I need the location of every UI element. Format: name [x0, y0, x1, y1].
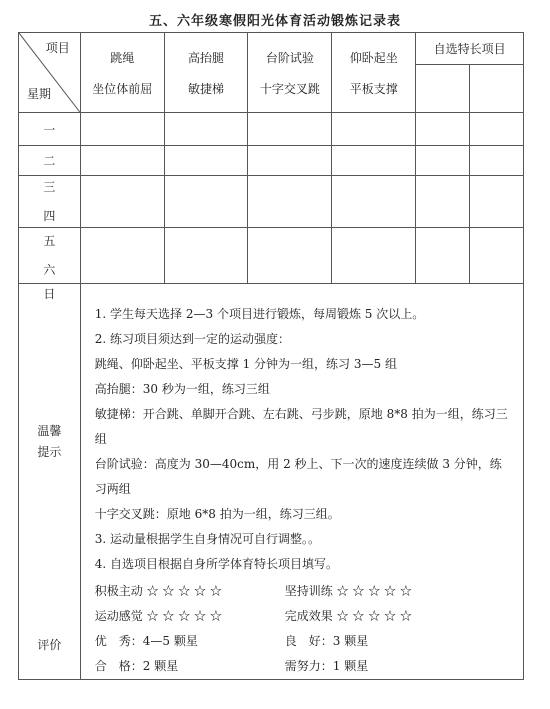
tip-line: 敏捷梯：开合跳、单脚开合跳、左右跳、弓步跳，原地 8*8 拍为一组，练习三组 [94, 407, 508, 446]
legend-needs-effort: 需努力：1 颗星 [284, 659, 369, 673]
record-cell[interactable] [332, 176, 416, 228]
day-row [19, 113, 524, 146]
tip-line: 1. 学生每天选择 2—3 个项目进行锻炼，每周锻炼 5 次以上。 [94, 307, 425, 321]
day-label-7: 日 [43, 287, 56, 301]
corner-project-label: 项目 [45, 41, 70, 55]
record-cell[interactable] [164, 176, 248, 228]
day-label-4: 四 [43, 208, 56, 223]
record-cell[interactable] [416, 228, 470, 284]
eval-result-stars[interactable]: 完成效果 ☆ ☆ ☆ ☆ ☆ [284, 609, 412, 623]
col-header-4: 仰卧起坐 平板支撑 [332, 33, 416, 113]
record-cell[interactable] [416, 176, 470, 228]
tip-line: 十字交叉跳：原地 6*8 拍为一组，练习三组。 [94, 507, 340, 521]
eval-active-stars[interactable]: 积极主动 ☆ ☆ ☆ ☆ ☆ [94, 584, 222, 598]
tip-line: 3. 运动量根据学生自身情况可自行调整。。 [94, 532, 321, 546]
page-title: 五、六年级寒假阳光体育活动锻炼记录表 [148, 14, 401, 29]
record-cell[interactable] [80, 113, 164, 146]
tip-line: 高抬腿：30 秒为一组，练习三组 [94, 382, 270, 396]
eval-row [95, 579, 511, 604]
eval-feeling-stars[interactable]: 运动感觉 ☆ ☆ ☆ ☆ ☆ [94, 609, 222, 623]
col-header-3: 台阶试验 十字交叉跳 [248, 33, 332, 113]
record-cell[interactable] [416, 146, 470, 176]
record-cell[interactable] [164, 146, 248, 176]
notes-label-cell [19, 284, 81, 680]
header-row [19, 33, 524, 65]
record-cell[interactable] [164, 228, 248, 284]
record-cell[interactable] [80, 146, 164, 176]
day-label: 一 [19, 113, 81, 146]
record-cell[interactable] [248, 146, 332, 176]
eval-label: 评价 [37, 638, 62, 652]
corner-weekday-label: 星期 [27, 87, 52, 101]
legend-excellent: 优 秀：4—5 颗星 [94, 634, 198, 648]
day-label [19, 228, 81, 284]
record-cell[interactable] [248, 113, 332, 146]
record-cell[interactable] [332, 113, 416, 146]
day-row [19, 146, 524, 176]
self-select-header: 自选特长项目 [416, 33, 524, 65]
record-cell[interactable] [80, 228, 164, 284]
tip-line: 4. 自选项目根据自身所学体育特长项目填写。 [94, 557, 339, 571]
tips-label-1: 温馨 [37, 424, 62, 438]
record-cell[interactable] [332, 228, 416, 284]
record-table [18, 32, 524, 680]
eval-legend [95, 654, 511, 679]
day-label-6: 六 [43, 262, 56, 277]
legend-good: 良 好：3 颗星 [284, 634, 369, 648]
record-cell[interactable] [470, 113, 524, 146]
col-header-2: 高抬腿 敏捷梯 [164, 33, 248, 113]
tip-line: 台阶试验：高度为 30—40cm，用 2 秒上、下一次的速度连续做 3 分钟，练习两组 [94, 457, 502, 496]
record-cell[interactable] [332, 146, 416, 176]
day-label-5: 五 [43, 233, 56, 248]
self-select-cell[interactable] [470, 65, 524, 113]
day-label [19, 176, 81, 228]
tip-line: 跳绳、仰卧起坐、平板支撑 1 分钟为一组，练习 3—5 组 [94, 357, 397, 371]
tip-line: 2. 练习项目须达到一定的运动强度： [94, 332, 291, 346]
tips-content [80, 284, 523, 680]
record-cell[interactable] [416, 113, 470, 146]
eval-persist-stars[interactable]: 坚持训练 ☆ ☆ ☆ ☆ ☆ [284, 584, 412, 598]
corner-cell [19, 33, 81, 113]
record-cell[interactable] [470, 176, 524, 228]
self-select-cell[interactable] [416, 65, 470, 113]
eval-row [95, 604, 511, 629]
notes-row [19, 284, 524, 680]
record-cell[interactable] [470, 146, 524, 176]
record-cell[interactable] [164, 113, 248, 146]
eval-legend [95, 629, 511, 654]
tips-label-2: 提示 [37, 445, 62, 459]
legend-pass: 合 格：2 颗星 [94, 659, 179, 673]
day-label-3: 三 [43, 179, 56, 194]
day-label: 二 [19, 146, 81, 176]
col-header-1: 跳绳 坐位体前屈 [80, 33, 164, 113]
day-row [19, 176, 524, 228]
record-cell[interactable] [248, 176, 332, 228]
record-cell[interactable] [248, 228, 332, 284]
record-cell[interactable] [470, 228, 524, 284]
record-cell[interactable] [80, 176, 164, 228]
day-row [19, 228, 524, 284]
